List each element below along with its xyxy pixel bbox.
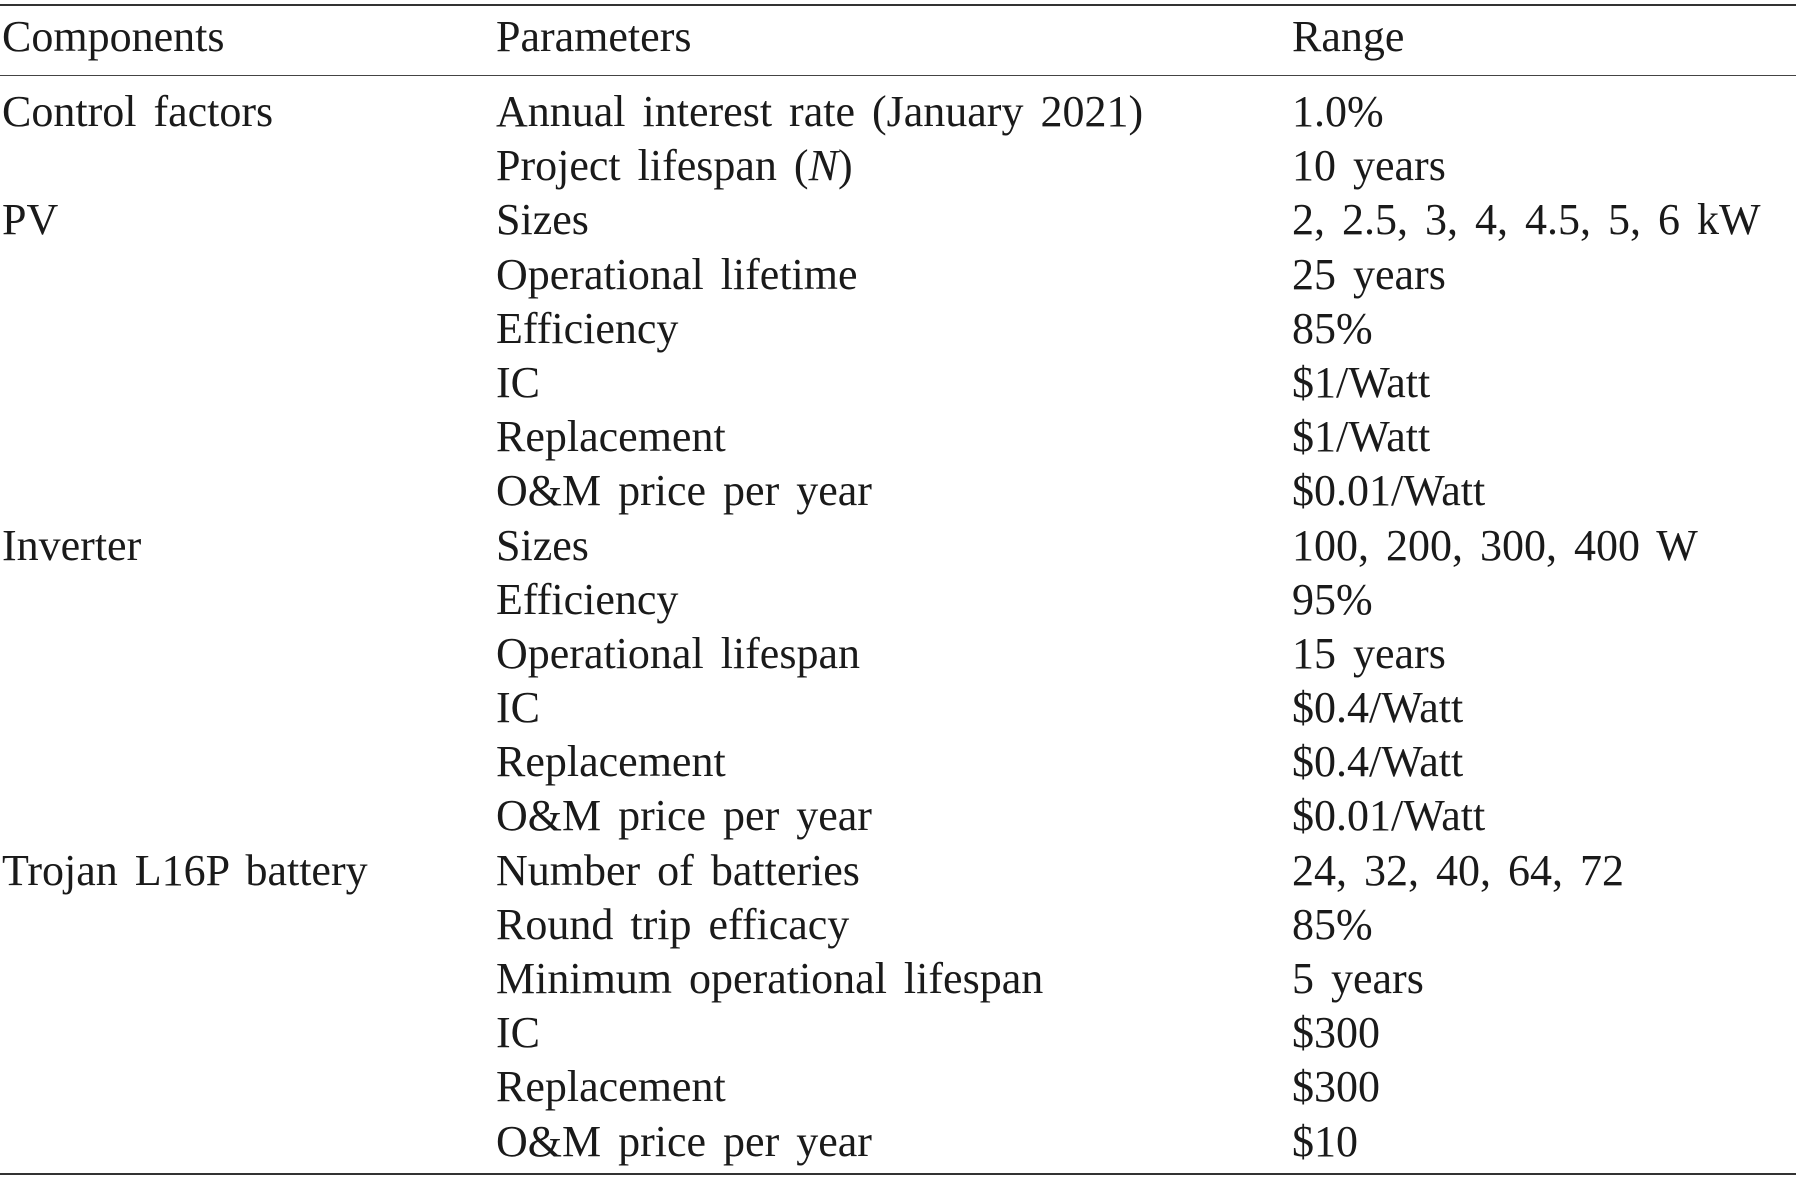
parameter-cell: O&M price per year: [496, 791, 872, 841]
range-cell: $1/Watt: [1292, 412, 1431, 462]
component-cell: Control factors: [2, 87, 274, 136]
table-row: [0, 844, 1796, 898]
table-row: [0, 85, 1796, 139]
parameter-cell: Sizes: [496, 195, 589, 245]
parameter-cell: Replacement: [496, 737, 726, 787]
header-components: Components: [2, 12, 225, 61]
component-cell: PV: [2, 195, 59, 245]
header-range: Range: [1292, 12, 1405, 61]
table-row: [0, 248, 1796, 302]
table-row: [0, 410, 1796, 464]
table-row: [0, 681, 1796, 735]
parameter-cell: [496, 139, 853, 193]
range-cell: 5 years: [1292, 954, 1424, 1003]
table-row: [0, 952, 1796, 1006]
table-top-rule: [0, 4, 1796, 6]
range-cell: $1/Watt: [1292, 357, 1431, 407]
table-row: [0, 1006, 1796, 1060]
parameter-text: ): [837, 141, 853, 191]
range-cell: 85%: [1292, 303, 1373, 353]
range-cell: 2, 2.5, 3, 4, 4.5, 5, 6 kW: [1292, 195, 1761, 245]
parameter-cell: IC: [496, 1008, 540, 1058]
range-cell: $0.01/Watt: [1292, 466, 1486, 516]
parameter-cell: Sizes: [496, 520, 589, 570]
table-row: [0, 735, 1796, 789]
table-header-row: [0, 10, 1796, 70]
table-row: [0, 898, 1796, 952]
table-header-rule: [0, 75, 1796, 76]
parameter-cell: Efficiency: [496, 574, 679, 624]
range-cell: $300: [1292, 1008, 1380, 1058]
parameter-cell: Annual interest rate (January 2021): [496, 87, 1144, 136]
range-cell: 25 years: [1292, 249, 1446, 299]
range-cell: 10 years: [1292, 141, 1446, 191]
parameter-cell: Replacement: [496, 412, 726, 462]
table-row: [0, 356, 1796, 410]
table-row: [0, 193, 1796, 247]
header-parameters: Parameters: [496, 12, 692, 61]
range-cell: 85%: [1292, 899, 1373, 949]
parameter-cell: Minimum operational lifespan: [496, 954, 1044, 1003]
table-bottom-rule: [0, 1173, 1796, 1175]
parameter-cell: Round trip efficacy: [496, 899, 850, 949]
parameter-cell: O&M price per year: [496, 466, 872, 516]
table-row: [0, 573, 1796, 627]
table-row: [0, 519, 1796, 573]
parameter-cell: O&M price per year: [496, 1116, 872, 1166]
parameter-text: Project lifespan (: [496, 141, 809, 191]
table-row: [0, 789, 1796, 843]
range-cell: $0.01/Watt: [1292, 791, 1486, 841]
parameter-cell: Number of batteries: [496, 845, 860, 895]
table-row: [0, 627, 1796, 681]
parameter-cell: Replacement: [496, 1062, 726, 1112]
parameter-cell: Operational lifetime: [496, 249, 858, 299]
range-cell: 95%: [1292, 574, 1373, 624]
parameter-cell: Operational lifespan: [496, 628, 860, 678]
range-cell: 100, 200, 300, 400 W: [1292, 520, 1698, 570]
table-row: [0, 1060, 1796, 1114]
parameter-cell: IC: [496, 357, 540, 407]
parameter-cell: IC: [496, 683, 540, 733]
component-cell: Inverter: [2, 520, 142, 570]
range-cell: 24, 32, 40, 64, 72: [1292, 845, 1624, 895]
table-row: [0, 302, 1796, 356]
range-cell: $0.4/Watt: [1292, 737, 1464, 787]
table-row: [0, 1115, 1796, 1169]
component-cell: Trojan L16P battery: [2, 845, 368, 895]
range-cell: 1.0%: [1292, 87, 1384, 136]
range-cell: $300: [1292, 1062, 1380, 1112]
range-cell: 15 years: [1292, 628, 1446, 678]
table-body: [0, 85, 1796, 1169]
range-cell: $0.4/Watt: [1292, 683, 1464, 733]
table-row: [0, 139, 1796, 193]
table-row: [0, 464, 1796, 518]
parameter-symbol: N: [808, 141, 838, 191]
range-cell: $10: [1292, 1116, 1358, 1166]
parameter-cell: Efficiency: [496, 303, 679, 353]
